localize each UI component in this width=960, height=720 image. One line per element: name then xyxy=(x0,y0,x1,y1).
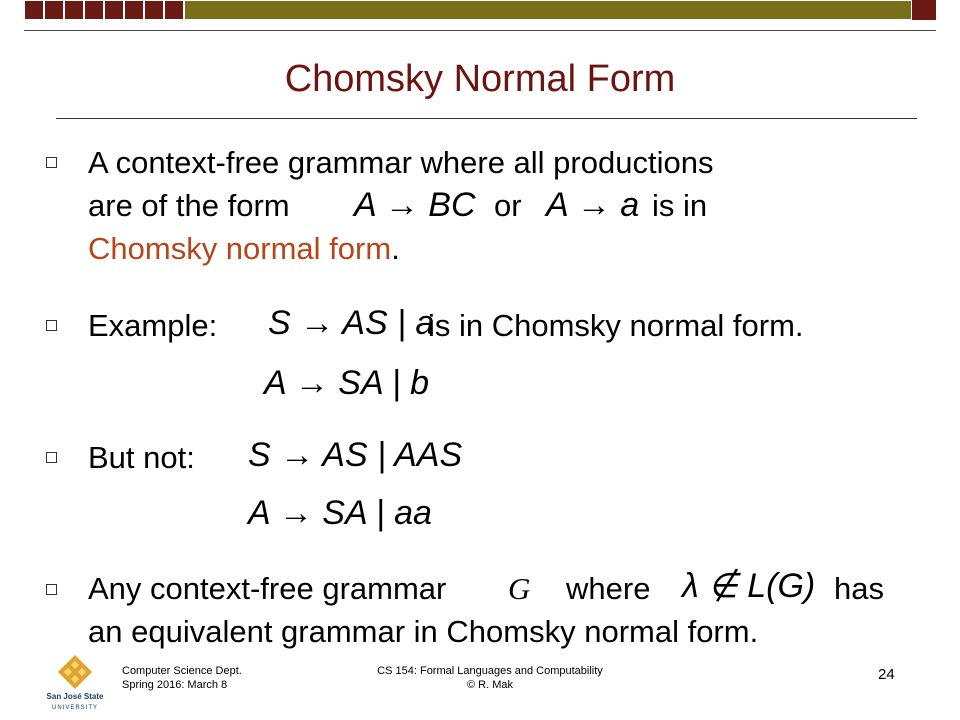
page-number: 24 xyxy=(878,666,895,683)
bullet4-line1c: has xyxy=(834,571,884,606)
bar-fill xyxy=(184,0,912,20)
bar-cell xyxy=(104,0,124,20)
svg-text:San José State: San José State xyxy=(46,692,104,701)
bar-cell xyxy=(124,0,144,20)
bar-cell xyxy=(84,0,104,20)
footer-course-line: CS 154: Formal Languages and Computability xyxy=(377,665,603,677)
bullet-square-icon xyxy=(46,584,57,595)
bullet-square-icon xyxy=(46,157,57,168)
bar-cell xyxy=(164,0,184,20)
math-a-prod: A → SA | b xyxy=(264,364,430,402)
period: . xyxy=(391,231,400,266)
svg-text:UNIVERSITY: UNIVERSITY xyxy=(51,705,99,711)
bar-cell xyxy=(144,0,164,20)
math-s-prod-bad: S → AS | AAS xyxy=(248,436,463,474)
bullet3-label: But not: xyxy=(88,440,195,475)
footer-author-line: © R. Mak xyxy=(467,679,513,691)
title-rule xyxy=(56,118,917,119)
bar-cell xyxy=(44,0,64,20)
bar-cell xyxy=(64,0,84,20)
bullet2-rest: is in Chomsky normal form. xyxy=(428,308,804,343)
footer-dept xyxy=(122,664,242,692)
math-s-prod: S → AS | a xyxy=(268,304,435,342)
footer-term-line: Spring 2016: March 8 xyxy=(122,679,228,691)
chomsky-normal-form-highlight: Chomsky normal form xyxy=(88,231,392,266)
math-lambda-notin: λ ∉ L(G) xyxy=(682,567,816,605)
bullet4-g: G xyxy=(508,571,531,606)
top-decor-bar xyxy=(24,0,912,20)
bullet4-line1a: Any context-free grammar xyxy=(88,571,447,606)
bullet1-line3 xyxy=(88,229,400,269)
footer-course xyxy=(340,664,640,692)
math-a-to-bc: A → BC xyxy=(354,186,476,224)
bullet1-line2c: is in xyxy=(652,188,708,223)
footer-dept-line: Computer Science Dept. xyxy=(122,665,242,677)
bullet1-line2b: or xyxy=(494,188,522,223)
logo-diamond xyxy=(58,655,92,689)
bullet-square-icon xyxy=(46,320,57,331)
sjsu-logo xyxy=(44,652,106,714)
math-a-prod-bad: A → SA | aa xyxy=(248,494,432,532)
bullet4-line2: an equivalent grammar in Chomsky normal form. xyxy=(88,614,759,649)
bar-cell xyxy=(24,0,44,20)
slide-title: Chomsky Normal Form xyxy=(284,58,676,100)
bullet2-label: Example: xyxy=(88,308,218,343)
bullet1-line2a: are of the form xyxy=(88,188,290,223)
corner-block xyxy=(912,0,936,20)
bullet4-line1b: where xyxy=(566,571,651,606)
bullet-square-icon xyxy=(46,452,57,463)
top-divider xyxy=(24,30,936,31)
math-a-to-a: A → a xyxy=(546,186,640,224)
bullet1-line1: A context-free grammar where all productions xyxy=(88,145,714,180)
